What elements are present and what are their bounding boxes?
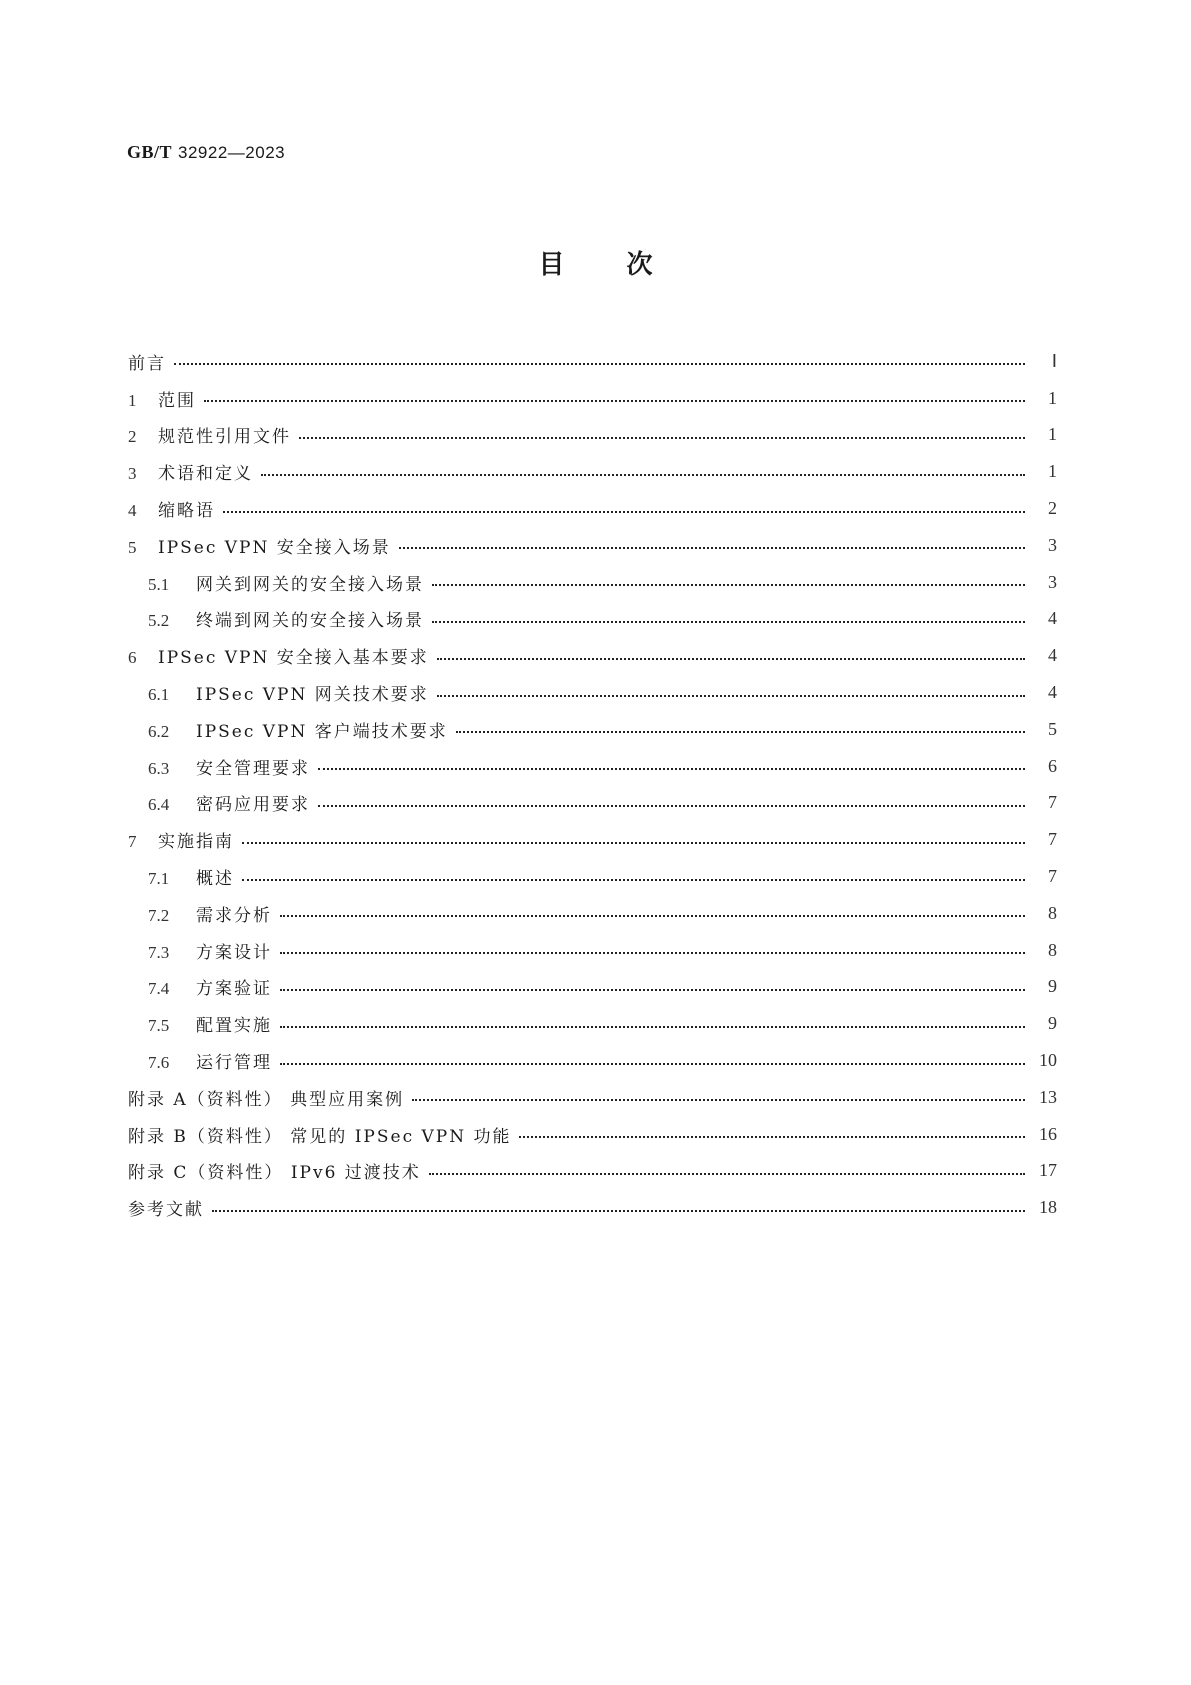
toc-entry-label bbox=[128, 386, 202, 411]
toc-entry-number: 5 bbox=[128, 537, 137, 557]
toc-entry-number: 7.6 bbox=[148, 1053, 170, 1073]
toc-entry-number: 6 bbox=[128, 648, 137, 668]
toc-entry-label bbox=[128, 790, 316, 815]
toc-entry-page: 4 bbox=[1048, 608, 1057, 629]
toc-entry-text: 缩略语 bbox=[158, 501, 215, 522]
toc-entry[interactable] bbox=[128, 1153, 1057, 1190]
dot-leader bbox=[437, 658, 1025, 660]
toc-entry-text: IPSec VPN 安全接入场景 bbox=[158, 537, 391, 558]
dot-leader bbox=[399, 547, 1025, 549]
toc-entry-number: 3 bbox=[128, 464, 137, 484]
toc-entry[interactable] bbox=[128, 380, 1057, 417]
toc-entry-text: 范围 bbox=[158, 390, 196, 411]
toc-entry-page: 5 bbox=[1048, 718, 1057, 739]
toc-entry-label bbox=[128, 570, 430, 595]
toc-entry-number: 4 bbox=[128, 501, 137, 521]
toc-entry-label bbox=[128, 938, 278, 963]
toc-entry[interactable] bbox=[128, 821, 1057, 858]
toc-entry[interactable] bbox=[128, 601, 1057, 638]
toc-entry-text: IPSec VPN 网关技术要求 bbox=[196, 685, 429, 706]
toc-entry-label bbox=[128, 717, 454, 742]
toc-entry-label bbox=[128, 606, 430, 631]
toc-entry-text: 参考文献 bbox=[128, 1200, 204, 1221]
standard-number: 32922—2023 bbox=[178, 143, 286, 162]
dot-leader bbox=[299, 437, 1025, 439]
dot-leader bbox=[280, 989, 1025, 991]
toc-entry[interactable] bbox=[128, 711, 1057, 748]
toc-entry-page: 6 bbox=[1048, 755, 1057, 776]
toc-entry-number: 6.3 bbox=[148, 758, 170, 778]
dot-leader bbox=[223, 511, 1025, 513]
dot-leader bbox=[318, 768, 1025, 770]
toc-entry-number: 7 bbox=[128, 832, 137, 852]
toc-entry-page: 8 bbox=[1048, 939, 1057, 960]
toc-entry-page: 2 bbox=[1048, 498, 1057, 519]
dot-leader bbox=[432, 584, 1025, 586]
toc-entry[interactable] bbox=[128, 1079, 1057, 1116]
toc-entry[interactable] bbox=[128, 527, 1057, 564]
toc-entry-text: 规范性引用文件 bbox=[158, 427, 291, 448]
toc-entry-number: 7.5 bbox=[148, 1016, 170, 1036]
toc-entry-label bbox=[128, 1195, 210, 1220]
page-title: 目次 bbox=[538, 250, 715, 280]
toc-entry-label bbox=[128, 1048, 278, 1073]
toc-entry[interactable] bbox=[128, 453, 1057, 490]
toc-entry-number: 5.2 bbox=[148, 611, 170, 631]
toc-entry[interactable] bbox=[128, 343, 1057, 380]
toc-entry-text: 实施指南 bbox=[158, 832, 234, 853]
dot-leader bbox=[212, 1210, 1025, 1212]
toc-entry-label bbox=[128, 349, 172, 374]
standard-code bbox=[127, 142, 285, 163]
toc-entry-number: 7.3 bbox=[148, 942, 170, 962]
toc-entry-label bbox=[128, 1085, 410, 1110]
toc-entry-text: 附录 A（资料性） 典型应用案例 bbox=[128, 1089, 405, 1110]
toc-entry-page: 8 bbox=[1048, 902, 1057, 923]
dot-leader bbox=[242, 879, 1025, 881]
toc-entry-text: 密码应用要求 bbox=[196, 795, 310, 816]
toc-entry-page: 4 bbox=[1048, 682, 1057, 703]
dot-leader bbox=[280, 1063, 1025, 1065]
toc-entry-number: 5.1 bbox=[148, 574, 170, 594]
dot-leader bbox=[456, 731, 1025, 733]
dot-leader bbox=[437, 695, 1025, 697]
toc-entry-page: 1 bbox=[1048, 387, 1057, 408]
toc-entry[interactable] bbox=[128, 932, 1057, 969]
dot-leader bbox=[519, 1136, 1025, 1138]
toc-entry-number: 7.4 bbox=[148, 979, 170, 999]
toc-entry-number: 6.1 bbox=[148, 685, 170, 705]
toc-entry-text: 概述 bbox=[196, 869, 234, 890]
toc-entry-label bbox=[128, 754, 316, 779]
toc-entry-page: 16 bbox=[1039, 1123, 1057, 1144]
toc-entry-label bbox=[128, 1158, 427, 1183]
dot-leader bbox=[242, 842, 1025, 844]
dot-leader bbox=[204, 400, 1025, 402]
toc-entry[interactable] bbox=[128, 564, 1057, 601]
standard-prefix: GB/T bbox=[127, 142, 173, 162]
toc-entry-label bbox=[128, 1011, 278, 1036]
toc-entry-text: 方案验证 bbox=[196, 979, 272, 1000]
toc-entry-label bbox=[128, 864, 240, 889]
toc-entry-page: 7 bbox=[1048, 829, 1057, 850]
table-of-contents bbox=[128, 343, 1057, 1226]
toc-entry-label bbox=[128, 974, 278, 999]
toc-entry[interactable] bbox=[128, 748, 1057, 785]
dot-leader bbox=[280, 915, 1025, 917]
toc-entry-label bbox=[128, 422, 297, 447]
toc-entry[interactable] bbox=[128, 417, 1057, 454]
toc-entry-number: 7.1 bbox=[148, 869, 170, 889]
toc-entry-label bbox=[128, 643, 435, 668]
toc-entry-label bbox=[128, 496, 221, 521]
toc-entry-text: 附录 B（资料性） 常见的 IPSec VPN 功能 bbox=[128, 1126, 512, 1147]
toc-entry[interactable] bbox=[128, 1116, 1057, 1153]
toc-entry-text: 安全管理要求 bbox=[196, 758, 310, 779]
toc-entry[interactable] bbox=[128, 1189, 1057, 1226]
toc-entry-page: 1 bbox=[1048, 461, 1057, 482]
dot-leader bbox=[261, 474, 1025, 476]
toc-entry[interactable] bbox=[128, 490, 1057, 527]
toc-entry-text: IPSec VPN 安全接入基本要求 bbox=[158, 648, 429, 669]
dot-leader bbox=[412, 1099, 1025, 1101]
toc-entry-page: 17 bbox=[1039, 1160, 1057, 1181]
toc-entry-text: 终端到网关的安全接入场景 bbox=[196, 611, 424, 632]
toc-entry-page: 4 bbox=[1048, 645, 1057, 666]
toc-entry[interactable] bbox=[128, 1042, 1057, 1079]
toc-entry-page: 18 bbox=[1039, 1197, 1057, 1218]
dot-leader bbox=[174, 363, 1025, 365]
toc-entry-text: IPSec VPN 客户端技术要求 bbox=[196, 721, 448, 742]
dot-leader bbox=[429, 1173, 1025, 1175]
toc-entry-label bbox=[128, 827, 240, 852]
toc-entry-text: 前言 bbox=[128, 353, 166, 374]
toc-entry[interactable] bbox=[128, 674, 1057, 711]
toc-entry-page: 9 bbox=[1048, 1013, 1057, 1034]
toc-entry[interactable] bbox=[128, 895, 1057, 932]
toc-entry-page: 3 bbox=[1048, 534, 1057, 555]
toc-entry-text: 附录 C（资料性） IPv6 过渡技术 bbox=[128, 1163, 421, 1184]
toc-entry[interactable] bbox=[128, 969, 1057, 1006]
toc-entry-page: Ⅰ bbox=[1051, 350, 1057, 371]
toc-entry[interactable] bbox=[128, 785, 1057, 822]
toc-entry[interactable] bbox=[128, 1005, 1057, 1042]
dot-leader bbox=[280, 952, 1025, 954]
toc-entry-number: 6.4 bbox=[148, 795, 170, 815]
toc-entry[interactable] bbox=[128, 637, 1057, 674]
toc-entry-number: 7.2 bbox=[148, 905, 170, 925]
toc-entry-page: 9 bbox=[1048, 976, 1057, 997]
toc-entry-label bbox=[128, 680, 435, 705]
toc-entry-text: 方案设计 bbox=[196, 942, 272, 963]
toc-entry-label bbox=[128, 459, 259, 484]
toc-entry-number: 1 bbox=[128, 390, 137, 410]
toc-entry-text: 需求分析 bbox=[196, 905, 272, 926]
dot-leader bbox=[318, 805, 1025, 807]
toc-entry-page: 13 bbox=[1039, 1086, 1057, 1107]
toc-entry-number: 6.2 bbox=[148, 721, 170, 741]
toc-entry-page: 3 bbox=[1048, 571, 1057, 592]
toc-entry-text: 配置实施 bbox=[196, 1016, 272, 1037]
toc-entry-label bbox=[128, 1122, 517, 1147]
toc-entry-page: 7 bbox=[1048, 866, 1057, 887]
dot-leader bbox=[280, 1026, 1025, 1028]
toc-entry-text: 网关到网关的安全接入场景 bbox=[196, 574, 424, 595]
toc-entry-number: 2 bbox=[128, 427, 137, 447]
toc-entry-page: 1 bbox=[1048, 424, 1057, 445]
toc-entry-page: 10 bbox=[1039, 1050, 1057, 1071]
toc-entry-label bbox=[128, 533, 397, 558]
toc-entry-page: 7 bbox=[1048, 792, 1057, 813]
toc-entry-text: 术语和定义 bbox=[158, 464, 253, 485]
toc-entry-text: 运行管理 bbox=[196, 1053, 272, 1074]
toc-entry[interactable] bbox=[128, 858, 1057, 895]
toc-entry-label bbox=[128, 901, 278, 926]
dot-leader bbox=[432, 621, 1025, 623]
